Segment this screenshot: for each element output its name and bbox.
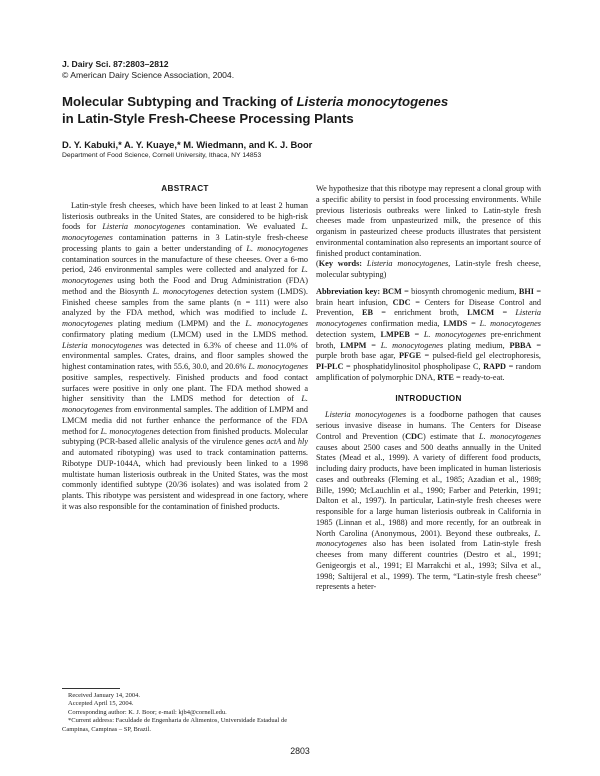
journal-header	[62, 59, 234, 80]
abstract-paragraph: Latin-style fresh cheeses, which have been linked to at least 2 human listeriosis outbreaks in the United States, are considered to be high-risk foods for Listeria monocytogenes contamination. We evaluated L. monocytogenes contamination patterns in 3 Latin-style fresh-cheese processing plants to gain a better understanding of L. monocytogenes contamination sources in the manufacture of these cheeses. Over a 6-mo period, 246 environmental samples were collected and analyzed for L. monocytogenes using both the Food and Drug Administration (FDA) method and the Biosynth L. monocytogenes detection system (LMDS). Finished cheese samples from the same plants (n = 111) were also analyzed by the FDA method, which was modified to include L. monocytogenes plating medium (LMPM) and the L. monocytogenes confirmatory plating medium (LMCM) used in the LMDS method. Listeria monocytogenes was detected in 6.3% of cheese and 11.0% of environmental samples. Crates, drains, and floor samples showed the highest contamination rates, with 55.6, 30.0, and 20.6% L. monocytogenes positive samples, respectively. Finished products and food contact surfaces were positive in only one plant. The FDA method showed a higher sensitivity than the LMDS method for detection of L. monocytogenes from environmental samples. The addition of LMPM and LMCM media did not further enhance the performance of the FDA method for L. monocytogenes detection from finished products. Molecular subtyping (PCR-based allelic analysis of the virulence genes actA and hly and automated ribotyping) was used to track contamination patterns. Ribotype DUP-1044A, which had previously been linked to a 1998 multistate human listeriosis outbreak in the United States, was the most commonly identified subtype (20/36 isolates) and was isolated from 2 plants. This ribotype was persistent and widespread in one factory, where it was also responsible for the contamination of finished products.	[62, 200, 309, 511]
introduction-paragraph: Listeria monocytogenes is a foodborne pathogen that causes serious invasive disease in humans. The Centers for Disease Control and Prevention (CDC) estimate that L. monocytogenes causes about 2500 cases and 500 deaths annually in the United States (Mead et al., 1999). A variety of different food products, including dairy products, have been implicated in human listeriosis cases and outbreaks (Fleming et al., 1985; Azadian et al., 1989; Bille, 1990; McLauchlin et al., 1990; Farber and Peterkin, 1991; Dalton et al., 1997). In particular, Latin-style fresh cheeses were responsible for a large human listeriosis outbreak in California in 1985 (Linnan et al., 1988) and more recently, for an outbreak in North Carolina (Anonymous, 2001). Beyond these outbreaks, L. monocytogenes also has been isolated from Latin-style fresh cheeses from many different countries (Destro et al., 1991; Genigeorgis et al., 1991; El Marrakchi et al., 1993; Silva et al., 1998; Saltijeral et al., 1999). The term, “Latin-style fresh cheese” represents a heter-	[316, 410, 541, 592]
page-number: 2803	[290, 746, 310, 756]
journal-citation: J. Dairy Sci. 87:2803–2812	[62, 59, 169, 69]
abstract-heading: ABSTRACT	[161, 184, 209, 193]
title-line2: in Latin-Style Fresh-Cheese Processing Plants	[62, 110, 354, 126]
accepted-date: Accepted April 15, 2004.	[68, 700, 134, 708]
abstract-continued: We hypothesize that this ribotype may represent a clonal group with a specific ability to persist in food processing environments. While previous listeriosis outbreaks were linked to Latin-style fresh cheeses made from unpasteurized milk, the presence of this organism in pasteurized cheese products illustrates that persistent environmental contamination also represents an important source of finished product contamination.	[316, 184, 541, 258]
introduction-heading: INTRODUCTION	[395, 393, 462, 403]
affiliation: Department of Food Science, Cornell University, Ithaca, NY 14853	[62, 152, 262, 159]
title-italic: Listeria monocytogenes	[296, 94, 449, 109]
left-column	[62, 184, 308, 513]
abbreviation-key: Abbreviation key: BCM = biosynth chromogenic medium, BHI = brain heart infusion, CDC = Centers for Disease Control and Prevention, EB = enrichment broth, LMCM = Listeria monocytogenes confirmation media, LMDS = L. monocytogenes detection system, LMPEB = L. monocytogenes pre-enrichment broth, LMPM = L. monocytogenes plating medium, PBBA = purple broth base agar, PFGE = pulsed-field gel electrophoresis, PI-PLC = phosphatidylinositol phospholipase C, RAPD = random amplification of polymorphic DNA, RTE = ready-to-eat.	[316, 286, 542, 382]
corresponding-author: Corresponding author: K. J. Boor; e-mail: kjb4@cornell.edu.	[68, 708, 227, 716]
copyright-line: © American Dairy Science Association, 2004.	[62, 69, 235, 80]
title-line1: Molecular Subtyping and Tracking of	[62, 94, 297, 109]
footnote-rule	[62, 688, 120, 689]
received-date: Received January 14, 2004.	[68, 692, 141, 699]
current-address: *Current address: Faculdade de Engenharia de Alimentos, Universidade Estadual de Campinas, Campinas – SP, Brazil.	[62, 717, 288, 733]
author-list: D. Y. Kabuki,* A. Y. Kuaye,* M. Wiedmann, and K. J. Boor	[62, 139, 313, 150]
article-title	[62, 94, 542, 127]
right-column	[316, 184, 541, 593]
keywords: (Key words: Listeria monocytogenes, Latin-style fresh cheese, molecular subtyping)	[316, 259, 541, 279]
footnotes	[62, 692, 310, 734]
